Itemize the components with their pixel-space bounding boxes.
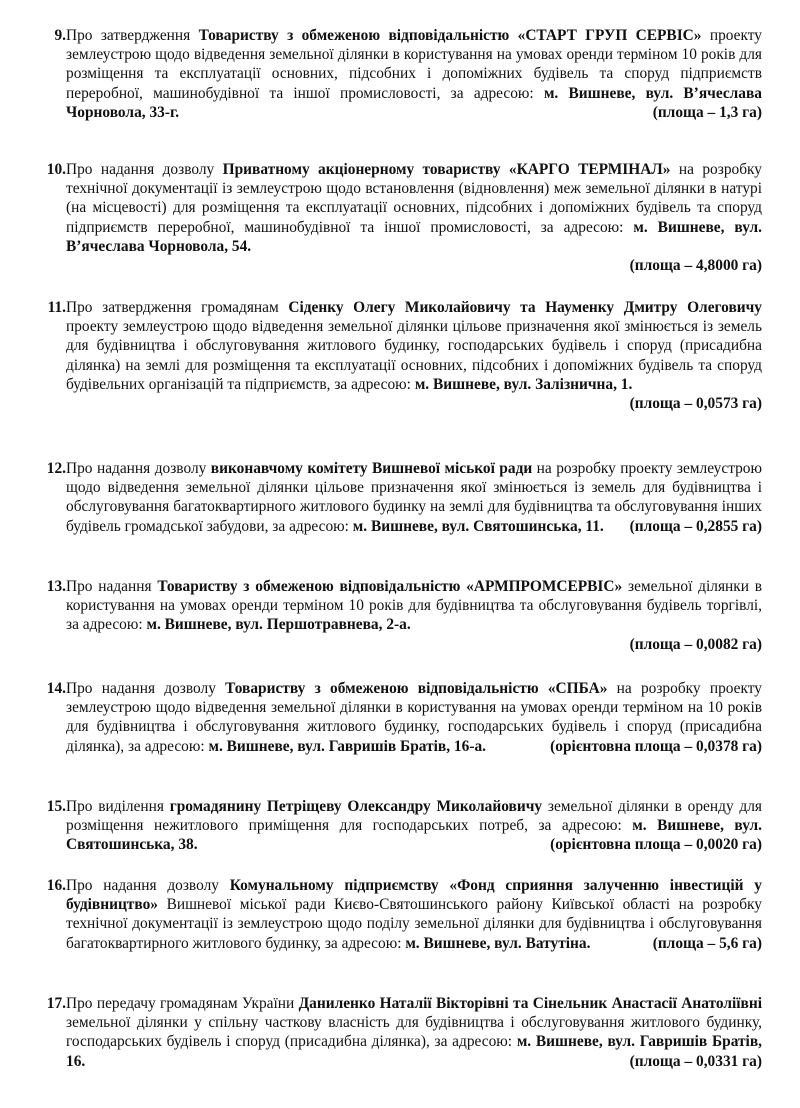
item-address: м. Вишневе, вул. Залізнична, 1.	[414, 375, 633, 393]
item-text-plain: Про надання	[66, 578, 158, 595]
item-address: м. Вишневе, вул. Святошинська, 38.	[66, 817, 762, 854]
item-text-plain: Про надання дозволу	[66, 877, 230, 894]
item-address: м. Вишневе, вул. Святошинська, 11.	[352, 517, 604, 535]
item-number: 14.	[46, 680, 66, 697]
item-number: 10.	[46, 161, 66, 178]
item-text-plain: на розробку проекту землеустрою щодо відведення земельної ділянки цільове призначення якої змінюється із земель для будівництва і обслуговування багатоквартирного житлового будинку на землі для будівництва та обслуговування інших будівель громадської забудови, за адресою:	[66, 460, 762, 535]
agenda-item	[36, 160, 762, 275]
item-area: (орієнтовна площа – 0,0378 га)	[550, 737, 762, 755]
item-area: (площа – 0,2855 га)	[629, 517, 762, 535]
item-text	[66, 160, 762, 256]
agenda-item	[36, 994, 762, 1071]
item-area: (площа – 0,0573 га)	[629, 395, 762, 413]
agenda-item	[36, 876, 762, 953]
agenda-item	[36, 298, 762, 413]
item-text-plain: Про затвердження	[66, 27, 199, 44]
item-address: м. Вишневе, вул. В’ячеслава Чорновола, 33-г.	[66, 84, 763, 121]
item-area: (площа – 0,0331 га)	[629, 1052, 762, 1070]
item-text-plain: на розробку технічної документації із землеустрою щодо встановлення (відновлення) меж земельної ділянки в натурі (на місцевості) для розміщення та експлуатації основних, підсобних і допоміжних будівель та споруд підприємств переробної, машинобудівної та іншої промисловості, за адресою:	[66, 161, 762, 236]
item-text-plain: проекту землеустрою щодо відведення земельної ділянки в користування на умовах оренди терміном 10 років для розміщення та експлуатації основних, підсобних і допоміжних будівель та споруд підприємств переробної, машинобудівної та іншої промисловості, за адресою:	[66, 27, 762, 102]
item-text-plain: Про передачу громадянам України	[66, 995, 299, 1012]
item-text-plain: на розробку проекту землеустрою щодо відведення земельної ділянки в користування на умовах оренди терміном на 10 років для будівництва і обслуговування житлового будинку, господарських будівель і споруд (присадибна ділянка), за адресою:	[66, 680, 762, 755]
item-number: 11.	[47, 299, 66, 316]
item-address: м. Вишневе, вул. Гавришів Братів, 16.	[66, 1033, 762, 1070]
agenda-item	[36, 797, 762, 855]
item-text	[66, 577, 762, 635]
item-area: (площа – 0,0082 га)	[629, 635, 762, 653]
item-text-plain: Про виділення	[66, 798, 170, 815]
item-text-plain: земельної ділянки в оренду для розміщення нежитлового приміщення для господарських потреб, за адресою:	[66, 798, 762, 835]
agenda-item	[36, 459, 762, 536]
item-text	[66, 298, 762, 394]
item-text-plain: Про надання дозволу	[66, 460, 211, 477]
item-text-bold: Товариству з обмеженою відповідальністю «СТАРТ ГРУП СЕРВІС»	[198, 27, 702, 44]
item-number: 9.	[54, 27, 66, 44]
item-text-plain: земельної ділянки у спільну часткову власність для будівництва і обслуговування житлового будинку, господарських будівель і споруд (присадибна ділянка), за адресою:	[66, 1014, 762, 1051]
item-number: 16.	[46, 877, 66, 894]
item-text-plain: Про надання дозволу	[66, 161, 223, 178]
item-text-bold: Приватному акціонерному товариству «КАРГО ТЕРМІНАЛ»	[222, 161, 671, 178]
item-text-plain: Про надання дозволу	[66, 680, 226, 697]
agenda-item	[36, 26, 762, 122]
item-area: (площа – 1,3 га)	[652, 103, 762, 121]
item-text-bold: Сіденку Олегу Миколайовичу та Науменку Дмитру Олеговичу	[288, 299, 762, 316]
item-number: 17.	[46, 995, 66, 1012]
item-text-bold: Даниленко Наталії Вікторівні та Сінельник Анастасії Анатоліївні	[298, 995, 763, 1012]
item-text-plain: Вишневої міської ради Києво-Святошинського району Київської області на розробку технічної документації із землеустрою щодо поділу земельної ділянки для будівництва і обслуговування багатоквартирного житлового будинку, за адресою:	[66, 896, 762, 952]
item-text-bold: Комунальному підприємству «Фонд сприяння залученню інвестицій у будівництво»	[66, 877, 762, 914]
item-text-bold: Товариству з обмеженою відповідальністю «АРМПРОМСЕРВІС»	[157, 578, 623, 595]
agenda-item	[36, 679, 762, 756]
item-text-plain: проекту землеустрою щодо відведення земельної ділянки цільове призначення якої змінюється із земель для будівництва і обслуговування житлового будинку, господарських будівель і споруд (присадибна ділянка) на землі для розміщення та експлуатації основних, підсобних і допоміжних будівель та споруд будівельних організацій та підприємств, за адресою:	[66, 318, 762, 393]
item-address: м. Вишневе, вул. Гавришів Братів, 16-а.	[208, 737, 486, 755]
item-text-plain: Про затвердження громадянам	[66, 299, 289, 316]
item-number: 12.	[46, 460, 66, 477]
item-text-bold: громадянину Петріщеву Олександру Миколайовичу	[169, 798, 543, 815]
item-text-bold: Товариству з обмеженою відповідальністю «СПБА»	[225, 680, 608, 697]
item-text-plain: земельної ділянки в користування на умовах оренди терміном 10 років для будівництва та обслуговування будівель торгівлі, за адресою:	[66, 578, 763, 634]
item-address: м. Вишневе, вул. Першотравнева, 2-а.	[146, 616, 411, 634]
item-address: м. Вишневе, вул. Ватутіна.	[405, 934, 591, 952]
item-area: (орієнтовна площа – 0,0020 га)	[550, 836, 762, 854]
item-text-bold: виконавчому комітету Вишневої міської ради	[210, 460, 533, 477]
item-area: (площа – 5,6 га)	[652, 934, 762, 952]
item-area: (площа – 4,8000 га)	[629, 257, 762, 275]
item-address: м. Вишневе, вул. В’ячеслава Чорновола, 54.	[66, 218, 763, 255]
item-number: 15.	[46, 798, 66, 815]
agenda-item	[36, 577, 762, 654]
item-number: 13.	[46, 578, 66, 595]
